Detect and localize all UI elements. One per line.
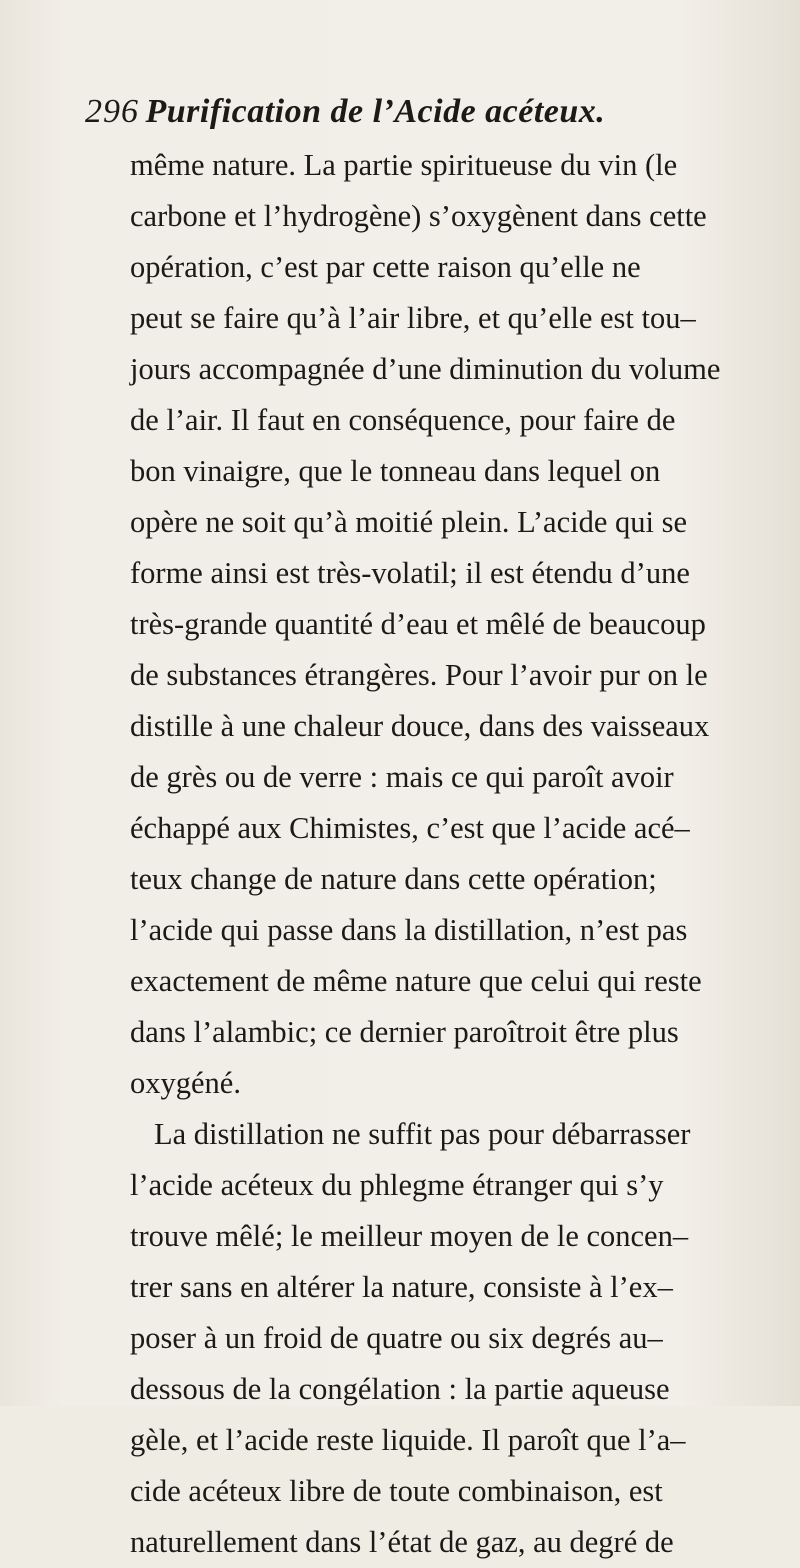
text-line: exactement de même nature que celui qui reste <box>130 964 702 998</box>
text-line: jours accompagnée d’une diminution du volume <box>130 352 721 386</box>
page-number: 296 <box>85 93 139 130</box>
text-line: très-grande quantité d’eau et mêlé de beaucoup <box>130 607 706 641</box>
text-line: échappé aux Chimistes, c’est que l’acide acé– <box>130 811 690 845</box>
text-line: trouve mêlé; le meilleur moyen de le concen– <box>130 1219 689 1253</box>
text-line: l’acide acéteux du phlegme étranger qui s’y <box>130 1168 664 1202</box>
text-line: dans l’alambic; ce dernier paroîtroit être plus <box>130 1015 679 1049</box>
running-title: Purification de l’Acide acéteux. <box>145 93 606 130</box>
text-line: teux change de nature dans cette opération; <box>130 862 657 896</box>
text-line: forme ainsi est très-volatil; il est étendu d’une <box>130 556 690 590</box>
page-header <box>85 90 765 134</box>
text-line: bon vinaigre, que le tonneau dans lequel on <box>130 454 661 488</box>
text-line: opère ne soit qu’à moitié plein. L’acide qui se <box>130 505 688 539</box>
text-line: l’acide qui passe dans la distillation, n’est pas <box>130 913 688 947</box>
text-line: peut se faire qu’à l’air libre, et qu’elle est tou– <box>130 301 696 335</box>
text-line: oxygéné. <box>130 1066 241 1100</box>
text-line: carbone et l’hydrogène) s’oxygènent dans cette <box>130 199 707 233</box>
body-text <box>130 140 770 1568</box>
text-line: de grès ou de verre : mais ce qui paroît avoir <box>130 760 674 794</box>
text-line: cide acéteux libre de toute combinaison, est <box>130 1474 663 1508</box>
text-line: de l’air. Il faut en conséquence, pour faire de <box>130 403 676 437</box>
text-line: même nature. La partie spiritueuse du vin (le <box>130 148 678 182</box>
paragraph-start-line: La distillation ne suffit pas pour débarrasser <box>154 1117 691 1151</box>
text-line: naturellement dans l’état de gaz, au degré de <box>130 1525 674 1559</box>
text-line: opération, c’est par cette raison qu’elle ne <box>130 250 641 284</box>
text-line: trer sans en altérer la nature, consiste à l’ex– <box>130 1270 673 1304</box>
text-line: poser à un froid de quatre ou six degrés au– <box>130 1321 663 1355</box>
text-line: de substances étrangères. Pour l’avoir pur on le <box>130 658 708 692</box>
text-line: dessous de la congélation : la partie aqueuse <box>130 1372 670 1406</box>
text-line: distille à une chaleur douce, dans des vaisseaux <box>130 709 710 743</box>
text-line: gèle, et l’acide reste liquide. Il paroît que l’a– <box>130 1423 686 1457</box>
